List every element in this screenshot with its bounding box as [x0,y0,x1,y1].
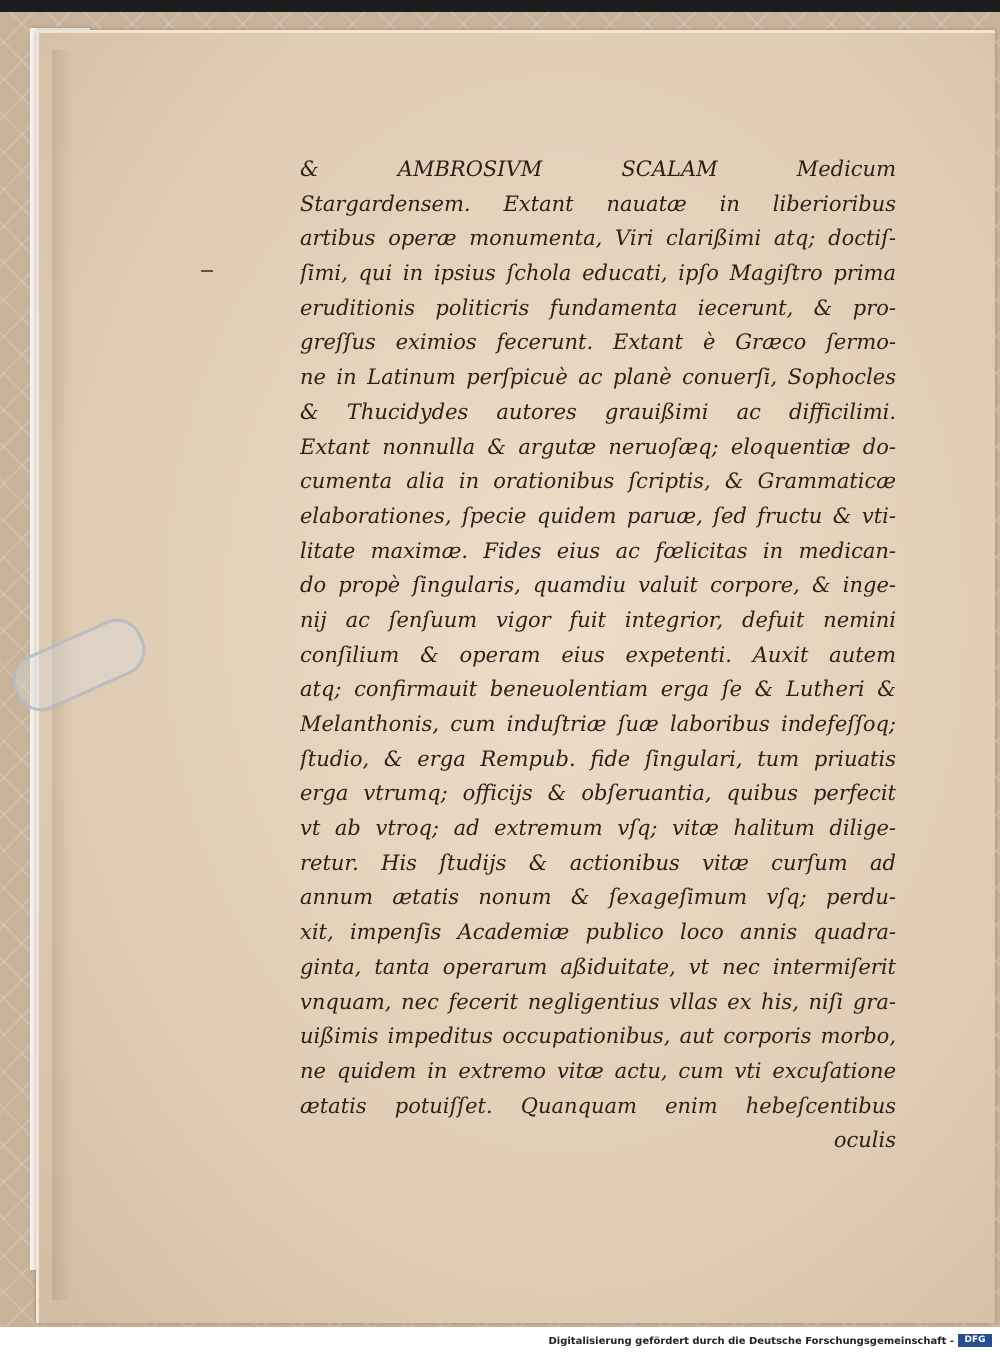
text-line: Extant nonnulla & argutæ neruoſæq; eloquentiæ do- [300,434,896,459]
text-line: artibus operæ monumenta, Viri clarißimi atq; doctiſ- [300,226,896,251]
text-line: Melanthonis, cum induſtriæ ſuæ laboribus indefeſſoq; [300,712,896,736]
text-line: & AMBROSIVM SCALAM Medicum [300,157,896,181]
text-line: nij ac ſenſuum vigor fuit integrior, defuit nemini [300,607,896,632]
footer-bar [0,1327,1000,1353]
top-frame-strip [0,0,1000,12]
dfg-logo: DFG [958,1334,992,1347]
text-line: annum ætatis nonum & ſexageſimum vſq; perdu- [300,885,896,910]
text-line: erga vtrumq; officijs & obſeruantia, quibus perfecit [300,781,896,806]
text-line: retur. His ſtudijs & actionibus vitæ curſum ad [300,850,896,875]
page-body-text [300,152,896,1158]
text-line: do propè ſingularis, quamdiu valuit corpore, & inge- [300,573,896,598]
text-line: greſſus eximios fecerunt. Extant è Græco ſermo- [300,330,896,355]
text-line: ſtudio, & erga Rempub. fide ſingulari, tum priuatis [300,746,896,771]
text-line: cumenta alia in orationibus ſcriptis, & Grammaticæ [300,469,896,494]
text-line: ginta, tanta operarum aßiduitate, vt nec intermiſerit [300,954,896,979]
text-line: vt ab vtroq; ad extremum vſq; vitæ halitum dilige- [300,816,896,841]
text-line: & Thucidydes autores grauißimi ac difficilimi. [300,399,896,424]
margin-mark [201,270,213,272]
catchword: oculis [833,1128,896,1153]
text-line: xit, impenſis Academiæ publico loco annis quadra- [300,920,896,945]
text-line: elaborationes, ſpecie quidem paruæ, ſed fructu & vti- [300,503,896,528]
text-line: eruditionis politicris fundamenta iecerunt, & pro- [300,295,896,320]
text-line: ſimi, qui in ipsius ſchola educati, ipſo Magiſtro prima [300,261,896,286]
text-line: ætatis potuiſſet. Quanquam enim hebeſcentibus [300,1093,896,1118]
text-line: vnquam, nec fecerit negligentius vllas ex his, niſi gra- [300,989,896,1014]
text-line: Stargardensem. Extant nauatæ in liberioribus [300,191,896,216]
text-line: atq; confirmauit beneuolentiam erga ſe & Lutheri & [300,677,896,702]
digitization-credit: Digitalisierung gefördert durch die Deutsche Forschungsgemeinschaft - [548,1336,954,1347]
text-line: uißimis impeditus occupationibus, aut corporis morbo, [300,1024,896,1049]
text-line: litate maximæ. Fides eius ac fœlicitas in medican- [300,538,896,563]
text-line: conſilium & operam eius expetenti. Auxit autem [300,642,896,667]
text-line: ne in Latinum perſpicuè ac planè conuerſi, Sophocles [300,365,896,390]
text-line: ne quidem in extremo vitæ actu, cum vti excuſatione [300,1058,896,1083]
